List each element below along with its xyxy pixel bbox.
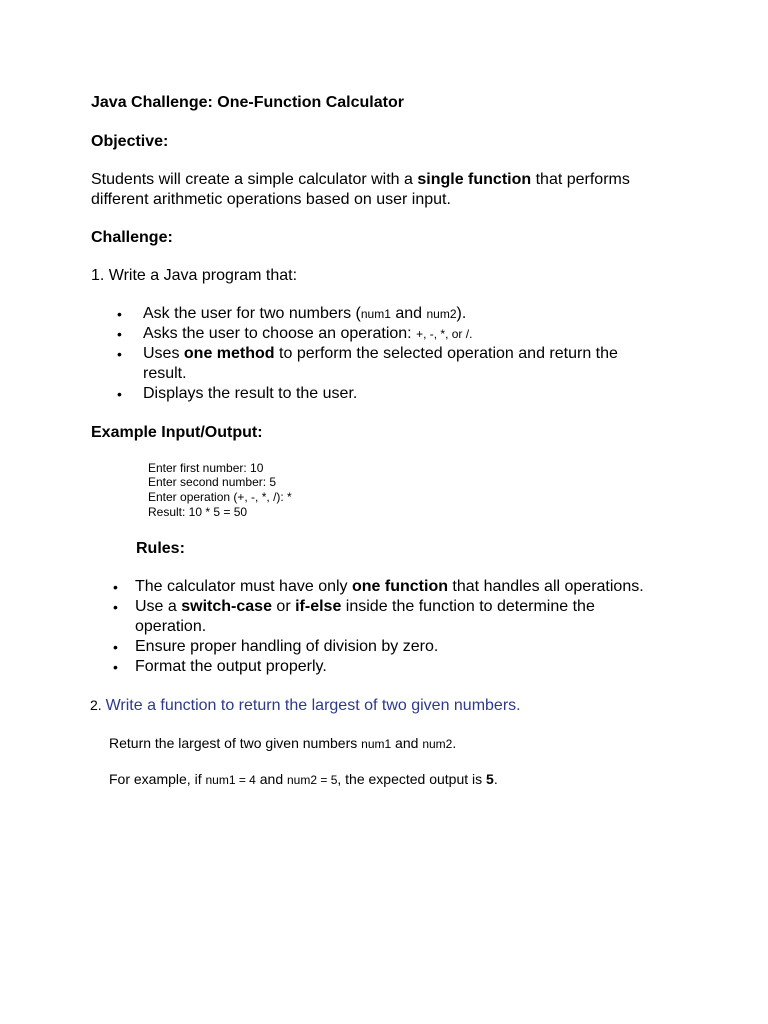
example-line-4: Result: 10 * 5 = 50 <box>148 505 248 519</box>
challenge-heading: Challenge: <box>91 229 173 246</box>
task-2-line-1: Return the largest of two given numbers num1 and num2. <box>109 735 457 751</box>
example-heading: Example Input/Output: <box>91 424 263 441</box>
example-line-3: Enter operation (+, -, *, /): * <box>148 490 292 504</box>
task-2-heading: 2. Write a function to return the largest of two given numbers. <box>90 697 521 714</box>
rules-heading: Rules: <box>136 540 185 557</box>
task-2-line-2: For example, if num1 = 4 and num2 = 5, the expected output is 5. <box>109 771 498 787</box>
bullet-3-continued: result. <box>143 365 187 382</box>
example-line-2: Enter second number: 5 <box>148 475 277 489</box>
objective-line-2: different arithmetic operations based on user input. <box>91 191 451 208</box>
objective-line-1: Students will create a simple calculator with a single function that performs <box>91 171 630 188</box>
document-title: Java Challenge: One-Function Calculator <box>91 94 404 111</box>
rule-2-continued: operation. <box>135 618 207 635</box>
challenge-item-1: 1. Write a Java program that: <box>91 267 298 284</box>
example-line-1: Enter first number: 10 <box>148 461 264 475</box>
objective-heading: Objective: <box>91 133 169 150</box>
